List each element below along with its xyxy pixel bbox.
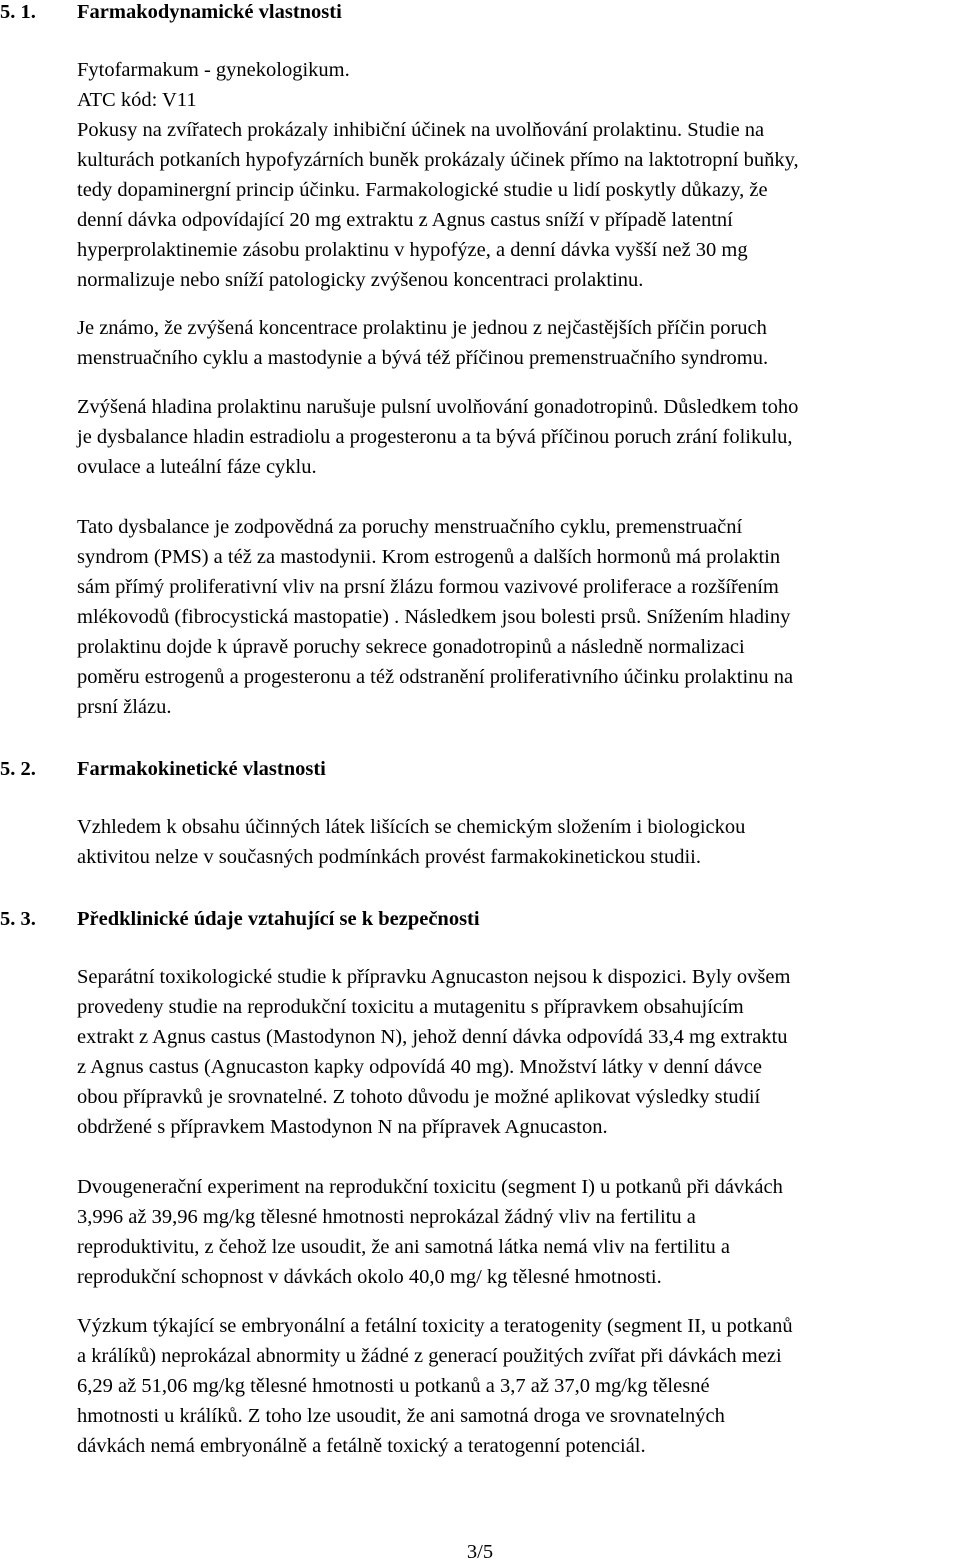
text-line: z Agnus castus (Agnucaston kapky odpovídá 40 mg). Množství látky v denní dávce bbox=[77, 1056, 762, 1078]
page-number: 3/5 bbox=[466, 1541, 494, 1563]
text-line: prsní žlázu. bbox=[77, 696, 172, 718]
section-title: Předklinické údaje vztahující se k bezpečnosti bbox=[77, 908, 480, 930]
text-line: je dysbalance hladin estradiolu a progesteronu a ta bývá příčinou poruch zrání folikulu, bbox=[77, 426, 793, 448]
text-line: Separátní toxikologické studie k přípravku Agnucaston nejsou k dispozici. Byly ovšem bbox=[77, 966, 791, 988]
paragraph-pharmacokinetics bbox=[77, 812, 745, 872]
text-line: obou přípravků je srovnatelné. Z tohoto důvodu je možné aplikovat výsledky studií bbox=[77, 1086, 761, 1108]
text-line: Zvýšená hladina prolaktinu narušuje pulsní uvolňování gonadotropinů. Důsledkem toho bbox=[77, 396, 799, 418]
text-line: extrakt z Agnus castus (Mastodynon N), jehož denní dávka odpovídá 33,4 mg extraktu bbox=[77, 1026, 788, 1048]
section-title: Farmakokinetické vlastnosti bbox=[77, 758, 326, 780]
section-number: 5. 3. bbox=[0, 908, 36, 930]
text-line: a králíků) neprokázal abnormity u žádné z generací použitých zvířat při dávkách mezi bbox=[77, 1345, 782, 1367]
text-line: 6,29 až 51,06 mg/kg tělesné hmotnosti u potkanů a 3,7 až 37,0 mg/kg tělesné bbox=[77, 1375, 710, 1397]
text-line: menstruačního cyklu a mastodynie a bývá též příčinou premenstruačního syndromu. bbox=[77, 347, 769, 369]
text-line: 3,996 až 39,96 mg/kg tělesné hmotnosti neprokázal žádný vliv na fertilitu a bbox=[77, 1206, 696, 1228]
paragraph-embryonal-toxicity bbox=[77, 1311, 793, 1461]
section-title: Farmakodynamické vlastnosti bbox=[77, 1, 342, 23]
text-line: dávkách nemá embryonálně a fetálně toxický a teratogenní potenciál. bbox=[77, 1435, 646, 1457]
text-line: Výzkum týkající se embryonální a fetální toxicity a teratogenity (segment II, u potkanů bbox=[77, 1315, 793, 1337]
paragraph-prolactin-cause bbox=[77, 313, 768, 373]
text-line: Tato dysbalance je zodpovědná za poruchy menstruačního cyklu, premenstruační bbox=[77, 516, 743, 538]
text-line: reproduktivitu, z čehož lze usoudit, že ani samotná látka nemá vliv na fertilitu a bbox=[77, 1236, 730, 1258]
text-line: Vzhledem k obsahu účinných látek lišících se chemickým složením i biologickou bbox=[77, 816, 746, 838]
text-line: kulturách potkaních hypofyzárních buněk prokázaly účinek přímo na laktotropní buňky, bbox=[77, 149, 799, 171]
text-line: Dvougenerační experiment na reprodukční toxicitu (segment I) u potkanů při dávkách bbox=[77, 1176, 783, 1198]
text-line: normalizuje nebo sníží patologicky zvýšenou koncentraci prolaktinu. bbox=[77, 269, 644, 291]
text-line: ovulace a luteální fáze cyklu. bbox=[77, 456, 317, 478]
text-line: hmotnosti u králíků. Z toho lze usoudit, že ani samotná droga ve srovnatelných bbox=[77, 1405, 725, 1427]
text-line: sám přímý proliferativní vliv na prsní žlázu formou vazivové proliferace a rozšířením bbox=[77, 576, 779, 598]
text-line: provedeny studie na reprodukční toxicitu a mutagenitu s přípravkem obsahujícím bbox=[77, 996, 744, 1018]
text-line: mlékovodů (fibrocystická mastopatie) . Následkem jsou bolesti prsů. Snížením hladiny bbox=[77, 606, 791, 628]
text-line: syndrom (PMS) a též za mastodynii. Krom estrogenů a dalších hormonů má prolaktin bbox=[77, 546, 781, 568]
text-line: ATC kód: V11 bbox=[77, 89, 197, 111]
section-number: 5. 2. bbox=[0, 758, 36, 780]
text-line: reprodukční schopnost v dávkách okolo 40,0 mg/ kg tělesné hmotnosti. bbox=[77, 1266, 662, 1288]
paragraph-dysbalance bbox=[77, 512, 793, 722]
paragraph-toxicology-studies bbox=[77, 962, 790, 1142]
paragraph-pharmacodynamics-intro bbox=[77, 55, 799, 295]
text-line: denní dávka odpovídající 20 mg extraktu z Agnus castus sníží v případě latentní bbox=[77, 209, 733, 231]
text-line: tedy dopaminergní princip účinku. Farmakologické studie u lidí poskytly důkazy, že bbox=[77, 179, 768, 201]
text-line: hyperprolaktinemie zásobu prolaktinu v hypofýze, a denní dávka vyšší než 30 mg bbox=[77, 239, 748, 261]
text-line: obdržené s přípravkem Mastodynon N na přípravek Agnucaston. bbox=[77, 1116, 608, 1138]
text-line: Pokusy na zvířatech prokázaly inhibiční účinek na uvolňování prolaktinu. Studie na bbox=[77, 119, 765, 141]
text-line: poměru estrogenů a progesteronu a též odstranění proliferativního účinku prolaktinu na bbox=[77, 666, 794, 688]
section-number: 5. 1. bbox=[0, 1, 36, 23]
paragraph-prolactin-level bbox=[77, 392, 798, 482]
text-line: Fytofarmakum - gynekologikum. bbox=[77, 59, 350, 81]
text-line: prolaktinu dojde k úpravě poruchy sekrece gonadotropinů a následně normalizaci bbox=[77, 636, 745, 658]
text-line: Je známo, že zvýšená koncentrace prolaktinu je jednou z nejčastějších příčin poruch bbox=[77, 317, 767, 339]
paragraph-two-generation-experiment bbox=[77, 1172, 783, 1292]
text-line: aktivitou nelze v současných podmínkách provést farmakokinetickou studii. bbox=[77, 846, 701, 868]
